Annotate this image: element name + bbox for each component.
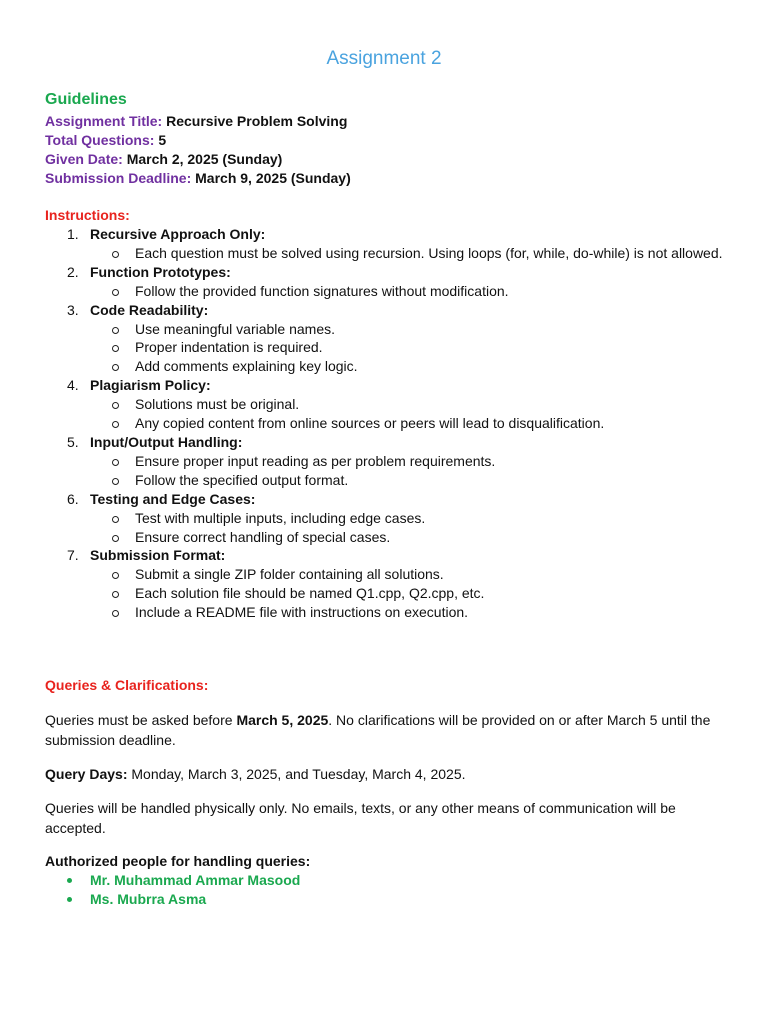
circle-bullet-icon (112, 327, 119, 334)
bullet-text: Solutions must be original. (135, 396, 300, 413)
circle-bullet-icon (112, 289, 119, 296)
circle-bullet-icon (112, 610, 119, 617)
meta-value: March 9, 2025 (Sunday) (195, 170, 351, 186)
instruction-bullet (45, 452, 725, 471)
bullet-text: Ensure correct handling of special cases. (135, 528, 391, 545)
bullet-text: Include a README file with instructions on execution. (135, 604, 469, 621)
circle-bullet-icon (112, 251, 119, 258)
meta-questions-row (45, 131, 351, 150)
instruction-item (45, 376, 725, 395)
item-number: 2. (67, 263, 79, 280)
instruction-bullet (45, 509, 725, 528)
circle-bullet-icon (112, 591, 119, 598)
person-item (45, 890, 300, 909)
item-number: 5. (67, 433, 79, 450)
query-days-paragraph (45, 764, 725, 784)
meta-label: Submission Deadline: (45, 170, 192, 186)
circle-bullet-icon (112, 421, 119, 428)
item-title: Input/Output Handling: (90, 433, 243, 450)
assignment-meta (45, 112, 351, 188)
item-number: 4. (67, 377, 79, 394)
bullet-dot-icon (67, 897, 72, 902)
queries-text: Queries must be asked before (45, 712, 237, 728)
query-days-label: Query Days: (45, 766, 128, 782)
meta-given-date-row (45, 150, 351, 169)
instruction-bullet (45, 357, 725, 376)
person-item (45, 871, 300, 890)
instruction-item (45, 225, 725, 244)
bullet-text: Submit a single ZIP folder containing all solutions. (135, 566, 444, 583)
query-handling-paragraph: Queries will be handled physically only. No emails, texts, or any other means of communication will be accepted. (45, 800, 676, 836)
queries-heading: Queries & Clarifications: (45, 677, 209, 693)
bullet-text: Follow the provided function signatures without modification. (135, 282, 509, 299)
circle-bullet-icon (112, 535, 119, 542)
instruction-item (45, 263, 725, 282)
bullet-text: Each question must be solved using recursion. Using loops (for, while, do-while) is not allowed. (135, 244, 723, 261)
instruction-bullet (45, 282, 725, 301)
item-number: 7. (67, 547, 79, 564)
item-title: Submission Format: (90, 547, 226, 564)
instruction-bullet (45, 603, 725, 622)
item-number: 1. (67, 226, 79, 242)
bullet-text: Test with multiple inputs, including edge cases. (135, 509, 426, 526)
instructions-heading: Instructions: (45, 207, 130, 223)
bullet-text: Ensure proper input reading as per problem requirements. (135, 452, 496, 469)
meta-title-row (45, 112, 351, 131)
instruction-bullet (45, 338, 725, 357)
instruction-item (45, 490, 725, 509)
bullet-text: Any copied content from online sources or peers will lead to disqualification. (135, 415, 605, 432)
meta-label: Assignment Title: (45, 113, 163, 129)
meta-value: 5 (158, 132, 167, 148)
instruction-bullet (45, 395, 725, 414)
item-title: Testing and Edge Cases: (90, 490, 256, 507)
bullet-text: Follow the specified output format. (135, 471, 349, 488)
circle-bullet-icon (112, 572, 119, 579)
item-title: Plagiarism Policy: (90, 377, 211, 394)
circle-bullet-icon (112, 516, 119, 523)
bullet-dot-icon (67, 878, 72, 883)
person-name: Ms. Mubrra Asma (90, 891, 207, 907)
instruction-bullet (45, 414, 725, 433)
circle-bullet-icon (112, 345, 119, 352)
queries-date: March 5, 2025 (236, 712, 329, 728)
circle-bullet-icon (112, 402, 119, 409)
instruction-bullet (45, 565, 725, 584)
item-number: 3. (67, 301, 79, 318)
query-days-value: Monday, March 3, 2025, and Tuesday, March 4, 2025. (127, 766, 466, 782)
bullet-text: Each solution file should be named Q1.cpp, Q2.cpp, etc. (135, 585, 485, 602)
instruction-bullet (45, 584, 725, 603)
instructions-list (45, 225, 725, 622)
item-title: Recursive Approach Only: (90, 226, 266, 242)
circle-bullet-icon (112, 478, 119, 485)
queries-paragraph (45, 710, 725, 750)
meta-deadline-row (45, 169, 351, 188)
bullet-text: Add comments explaining key logic. (135, 358, 358, 375)
bullet-text: Use meaningful variable names. (135, 320, 335, 337)
circle-bullet-icon (112, 459, 119, 466)
document-title: Assignment 2 (326, 48, 442, 69)
item-title: Function Prototypes: (90, 263, 231, 280)
meta-label: Given Date: (45, 151, 123, 167)
item-title: Code Readability: (90, 301, 209, 318)
instruction-item (45, 546, 725, 565)
circle-bullet-icon (112, 364, 119, 371)
instruction-item (45, 301, 725, 320)
instruction-item (45, 433, 725, 452)
bullet-text: Proper indentation is required. (135, 339, 323, 356)
instruction-bullet (45, 471, 725, 490)
meta-value: Recursive Problem Solving (166, 113, 348, 129)
queries-text-cont: . No clarifications will be provided on or after March 5 until the submission deadline. (45, 712, 711, 748)
authorized-people-list (45, 871, 300, 909)
instruction-bullet (45, 320, 725, 339)
meta-value: March 2, 2025 (Sunday) (126, 151, 283, 167)
guidelines-heading: Guidelines (45, 91, 127, 108)
instruction-bullet (45, 244, 725, 263)
person-name: Mr. Muhammad Ammar Masood (90, 872, 301, 888)
meta-label: Total Questions: (45, 132, 155, 148)
authorized-heading: Authorized people for handling queries: (45, 853, 311, 869)
instruction-bullet (45, 528, 725, 547)
item-number: 6. (67, 490, 79, 507)
